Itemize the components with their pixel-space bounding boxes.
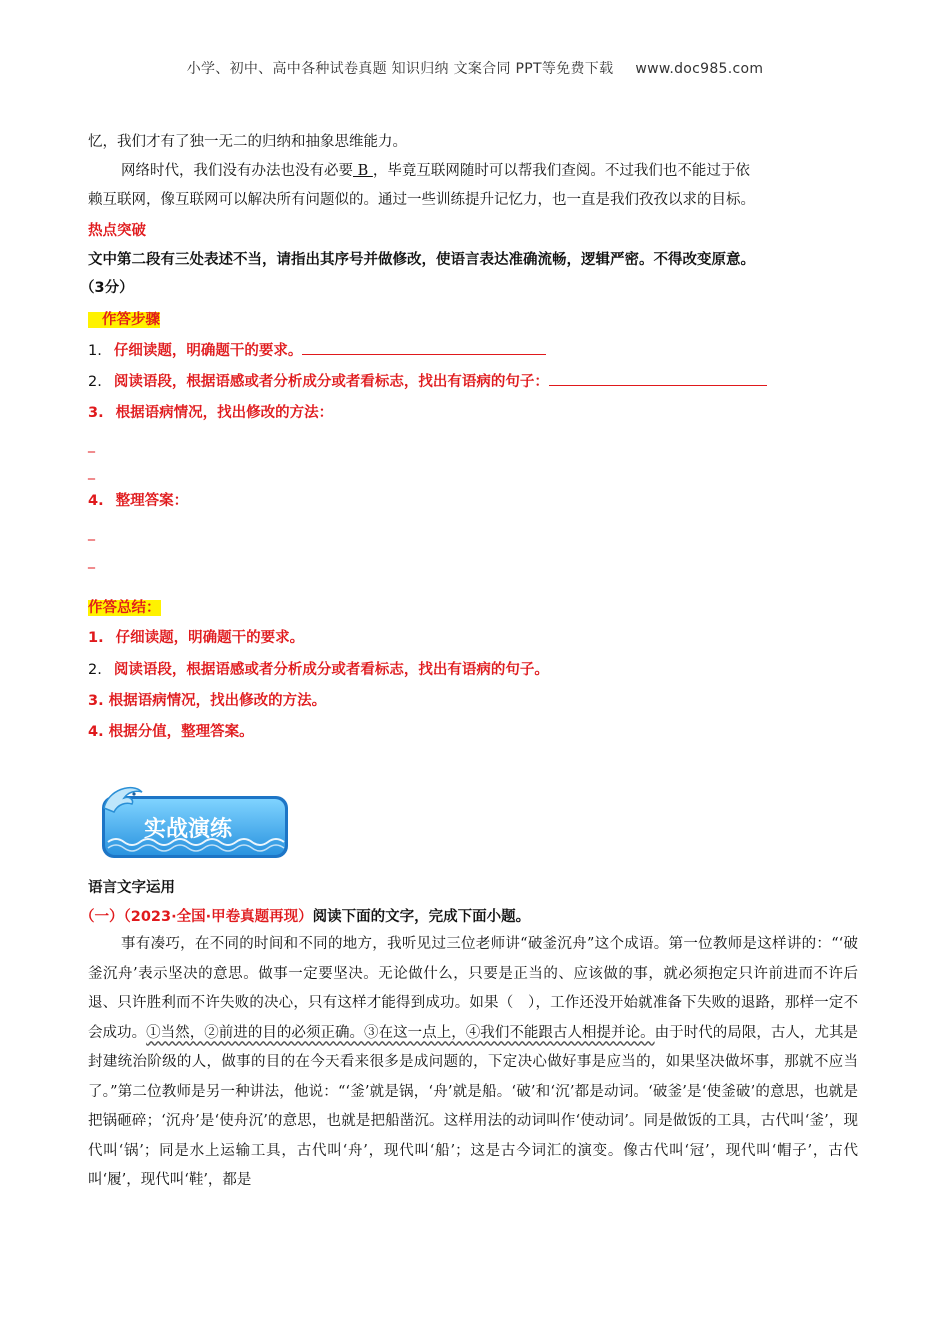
hotspot-title: 热点突破 (88, 223, 146, 239)
passage-line: 网络时代，我们没有办法也没有必要 B ，毕竟互联网随时可以帮我们查阅。不过我们也不能过于依 (121, 163, 750, 179)
summary-2: 2. 阅读语段，根据语感或者分析成分或者看标志，找出有语病的句子。 (88, 662, 549, 678)
fill-line[interactable] (302, 340, 546, 355)
practice-banner (98, 782, 290, 862)
blank-line[interactable]: _ (88, 464, 95, 480)
fill-line[interactable] (549, 371, 767, 386)
summary-1: 1. 仔细读题，明确题干的要求。 (88, 630, 305, 646)
question-heading: （一）（2023·全国·甲卷真题再现）阅读下面的文字，完成下面小题。 (80, 909, 531, 925)
step-3: 3. 根据语病情况，找出修改的方法： (88, 405, 334, 421)
passage-line: 赖互联网，像互联网可以解决所有问题似的。通过一些训练提升记忆力，也一直是我们孜孜以求的目标。 (88, 192, 755, 208)
step-1: 1. 仔细读题，明确题干的要求。 (88, 339, 546, 360)
summary-3: 3. 根据语病情况，找出修改的方法。 (88, 693, 327, 709)
header-site-link[interactable]: www.doc985.com (635, 61, 764, 77)
steps-title: 作答步骤 (88, 308, 160, 329)
answer-blank: B (353, 163, 373, 179)
summary-4: 4. 根据分值，整理答案。 (88, 724, 254, 740)
banner-label: 实战演练 (144, 817, 233, 842)
page-header (0, 58, 950, 78)
hotspot-score: （3分） (80, 280, 134, 296)
section-title: 语言文字运用 (88, 880, 175, 896)
step-2: 2. 阅读语段，根据语感或者分析成分或者看标志，找出有语病的句子： (88, 370, 767, 391)
hotspot-question: 文中第二段有三处表述不当，请指出其序号并做修改，使语言表达准确流畅，逻辑严密。不得改变原意。 (88, 252, 755, 268)
summary-title: 作答总结： (88, 600, 161, 616)
blank-line[interactable]: _ (88, 437, 95, 453)
header-text: 小学、初中、高中各种试卷真题 知识归纳 文案合同 PPT等免费下载 (186, 61, 614, 77)
practice-passage: 事有凑巧，在不同的时间和不同的地方，我听见过三位老师讲“破釜沉舟”这个成语。第一位教师是这样讲的：“‘破釜沉舟’表示坚决的意思。做事一定要坚决。无论做什么，只要是正当的、应该做的事，就必须抱定只许前进而不许后退、只许胜利而不许失败的决心，只有这样才能得到成功。如果（ ），工作还没开始就准备下失败的退路，那样一定不会成功。①当然，②前进的目的必须正确。③在这一点上，④我们不能跟古人相提并论。由于时代的局限，古人，尤其是封建统治阶级的人，做事的目的在今天看来很多是成问题的，下定决心做好事是应当的，如果坚决做坏事，那就不应当了。”第二位教师是另一种讲法，他说：“‘釜’就是锅，‘舟’就是船。‘破’和‘沉’都是动词。‘破釜’是‘使釜破’的意思，也就是把锅砸碎；‘沉舟’是‘使舟沉’的意思，也就是把船凿沉。这样用法的动词叫作‘使动词’。同是做饭的工具，古代叫‘釜’，现代叫‘锅’；同是水上运输工具，古代叫‘舟’，现代叫‘船’；这是古今词汇的演变。像古代叫‘冠’，现代叫‘帽子’，古代叫‘履’，现代叫‘鞋’，都是 (88, 936, 859, 1188)
underlined-sentences: ①当然，②前进的目的必须正确。③在这一点上，④我们不能跟古人相提并论。 (146, 1024, 655, 1041)
step-4: 4. 整理答案： (88, 493, 189, 509)
passage-line: 忆，我们才有了独一无二的归纳和抽象思维能力。 (88, 134, 407, 150)
blank-line[interactable]: _ (88, 525, 95, 541)
blank-line[interactable]: _ (88, 553, 95, 569)
